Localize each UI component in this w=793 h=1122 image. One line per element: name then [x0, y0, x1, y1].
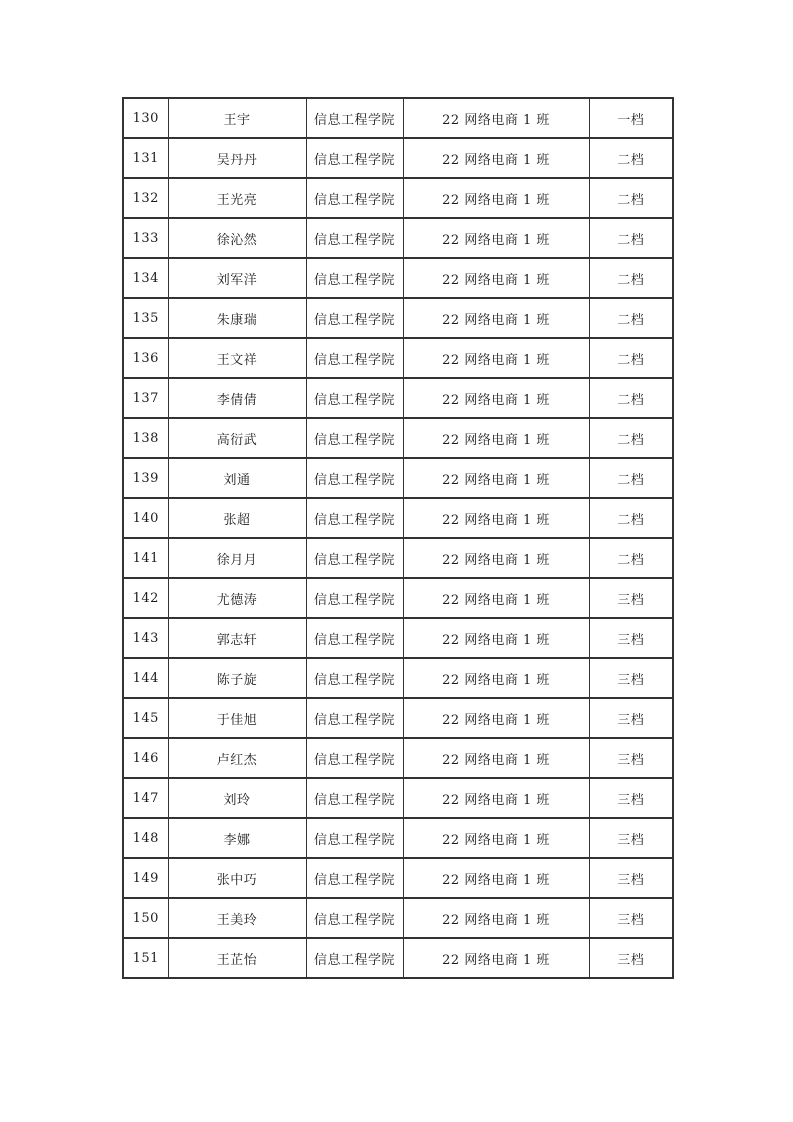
cell-college: 信息工程学院	[306, 578, 403, 618]
cell-class: 22 网络电商 1 班	[403, 658, 589, 698]
table-row	[123, 378, 673, 418]
cell-student-name: 高衍武	[168, 418, 306, 458]
cell-class: 22 网络电商 1 班	[403, 418, 589, 458]
cell-row-number: 147	[123, 778, 168, 818]
cell-class: 22 网络电商 1 班	[403, 938, 589, 978]
cell-college: 信息工程学院	[306, 98, 403, 138]
roster-body	[123, 98, 673, 978]
cell-tier: 二档	[589, 138, 673, 178]
table-row	[123, 658, 673, 698]
cell-tier: 三档	[589, 578, 673, 618]
cell-tier: 三档	[589, 658, 673, 698]
cell-tier: 三档	[589, 778, 673, 818]
cell-class: 22 网络电商 1 班	[403, 618, 589, 658]
cell-tier: 二档	[589, 458, 673, 498]
cell-student-name: 刘玲	[168, 778, 306, 818]
cell-college: 信息工程学院	[306, 178, 403, 218]
cell-student-name: 王光亮	[168, 178, 306, 218]
cell-student-name: 吴丹丹	[168, 138, 306, 178]
table-row	[123, 898, 673, 938]
cell-class: 22 网络电商 1 班	[403, 818, 589, 858]
cell-row-number: 133	[123, 218, 168, 258]
cell-class: 22 网络电商 1 班	[403, 218, 589, 258]
cell-class: 22 网络电商 1 班	[403, 378, 589, 418]
cell-class: 22 网络电商 1 班	[403, 538, 589, 578]
cell-class: 22 网络电商 1 班	[403, 578, 589, 618]
cell-student-name: 于佳旭	[168, 698, 306, 738]
table-row	[123, 578, 673, 618]
cell-college: 信息工程学院	[306, 378, 403, 418]
table-row	[123, 218, 673, 258]
table-row	[123, 938, 673, 978]
cell-student-name: 朱康瑞	[168, 298, 306, 338]
cell-tier: 二档	[589, 338, 673, 378]
cell-tier: 三档	[589, 938, 673, 978]
table-row	[123, 858, 673, 898]
cell-class: 22 网络电商 1 班	[403, 298, 589, 338]
cell-college: 信息工程学院	[306, 298, 403, 338]
cell-row-number: 146	[123, 738, 168, 778]
cell-tier: 三档	[589, 698, 673, 738]
table-row	[123, 698, 673, 738]
cell-college: 信息工程学院	[306, 858, 403, 898]
cell-row-number: 150	[123, 898, 168, 938]
cell-row-number: 130	[123, 98, 168, 138]
cell-tier: 三档	[589, 618, 673, 658]
cell-class: 22 网络电商 1 班	[403, 778, 589, 818]
cell-class: 22 网络电商 1 班	[403, 258, 589, 298]
cell-student-name: 王美玲	[168, 898, 306, 938]
cell-row-number: 139	[123, 458, 168, 498]
cell-class: 22 网络电商 1 班	[403, 738, 589, 778]
table-row	[123, 458, 673, 498]
roster-table	[122, 97, 674, 979]
cell-tier: 二档	[589, 218, 673, 258]
cell-student-name: 卢红杰	[168, 738, 306, 778]
cell-student-name: 张超	[168, 498, 306, 538]
cell-tier: 二档	[589, 378, 673, 418]
table-row	[123, 298, 673, 338]
cell-student-name: 刘通	[168, 458, 306, 498]
cell-tier: 三档	[589, 818, 673, 858]
table-row	[123, 418, 673, 458]
cell-student-name: 郭志轩	[168, 618, 306, 658]
cell-college: 信息工程学院	[306, 138, 403, 178]
cell-college: 信息工程学院	[306, 418, 403, 458]
cell-row-number: 143	[123, 618, 168, 658]
cell-tier: 二档	[589, 498, 673, 538]
cell-college: 信息工程学院	[306, 698, 403, 738]
cell-class: 22 网络电商 1 班	[403, 498, 589, 538]
cell-tier: 三档	[589, 738, 673, 778]
table-row	[123, 138, 673, 178]
cell-college: 信息工程学院	[306, 498, 403, 538]
cell-row-number: 149	[123, 858, 168, 898]
cell-class: 22 网络电商 1 班	[403, 338, 589, 378]
cell-student-name: 尤德涛	[168, 578, 306, 618]
cell-student-name: 李娜	[168, 818, 306, 858]
cell-college: 信息工程学院	[306, 218, 403, 258]
cell-college: 信息工程学院	[306, 618, 403, 658]
cell-class: 22 网络电商 1 班	[403, 858, 589, 898]
cell-student-name: 张中巧	[168, 858, 306, 898]
cell-tier: 二档	[589, 258, 673, 298]
cell-row-number: 145	[123, 698, 168, 738]
cell-college: 信息工程学院	[306, 778, 403, 818]
cell-row-number: 137	[123, 378, 168, 418]
cell-student-name: 王芷怡	[168, 938, 306, 978]
cell-row-number: 135	[123, 298, 168, 338]
cell-class: 22 网络电商 1 班	[403, 98, 589, 138]
cell-row-number: 141	[123, 538, 168, 578]
cell-tier: 一档	[589, 98, 673, 138]
cell-row-number: 131	[123, 138, 168, 178]
cell-student-name: 徐沁然	[168, 218, 306, 258]
cell-class: 22 网络电商 1 班	[403, 178, 589, 218]
cell-row-number: 138	[123, 418, 168, 458]
cell-college: 信息工程学院	[306, 938, 403, 978]
cell-class: 22 网络电商 1 班	[403, 458, 589, 498]
table-row	[123, 778, 673, 818]
table-row	[123, 98, 673, 138]
cell-row-number: 134	[123, 258, 168, 298]
cell-college: 信息工程学院	[306, 898, 403, 938]
cell-college: 信息工程学院	[306, 538, 403, 578]
cell-college: 信息工程学院	[306, 818, 403, 858]
cell-college: 信息工程学院	[306, 458, 403, 498]
cell-tier: 三档	[589, 858, 673, 898]
table-row	[123, 538, 673, 578]
cell-row-number: 142	[123, 578, 168, 618]
cell-student-name: 王宇	[168, 98, 306, 138]
cell-student-name: 陈子旋	[168, 658, 306, 698]
table-row	[123, 498, 673, 538]
cell-row-number: 132	[123, 178, 168, 218]
cell-college: 信息工程学院	[306, 738, 403, 778]
table-row	[123, 618, 673, 658]
cell-row-number: 151	[123, 938, 168, 978]
cell-student-name: 王文祥	[168, 338, 306, 378]
table-row	[123, 338, 673, 378]
cell-tier: 三档	[589, 898, 673, 938]
cell-tier: 二档	[589, 298, 673, 338]
table-row	[123, 738, 673, 778]
cell-tier: 二档	[589, 178, 673, 218]
cell-row-number: 148	[123, 818, 168, 858]
cell-row-number: 136	[123, 338, 168, 378]
table-row	[123, 818, 673, 858]
cell-class: 22 网络电商 1 班	[403, 898, 589, 938]
cell-college: 信息工程学院	[306, 338, 403, 378]
cell-student-name: 徐月月	[168, 538, 306, 578]
cell-row-number: 144	[123, 658, 168, 698]
cell-class: 22 网络电商 1 班	[403, 698, 589, 738]
cell-student-name: 刘军洋	[168, 258, 306, 298]
cell-class: 22 网络电商 1 班	[403, 138, 589, 178]
cell-tier: 二档	[589, 418, 673, 458]
cell-tier: 二档	[589, 538, 673, 578]
table-row	[123, 258, 673, 298]
table-row	[123, 178, 673, 218]
cell-row-number: 140	[123, 498, 168, 538]
cell-college: 信息工程学院	[306, 258, 403, 298]
cell-student-name: 李倩倩	[168, 378, 306, 418]
cell-college: 信息工程学院	[306, 658, 403, 698]
